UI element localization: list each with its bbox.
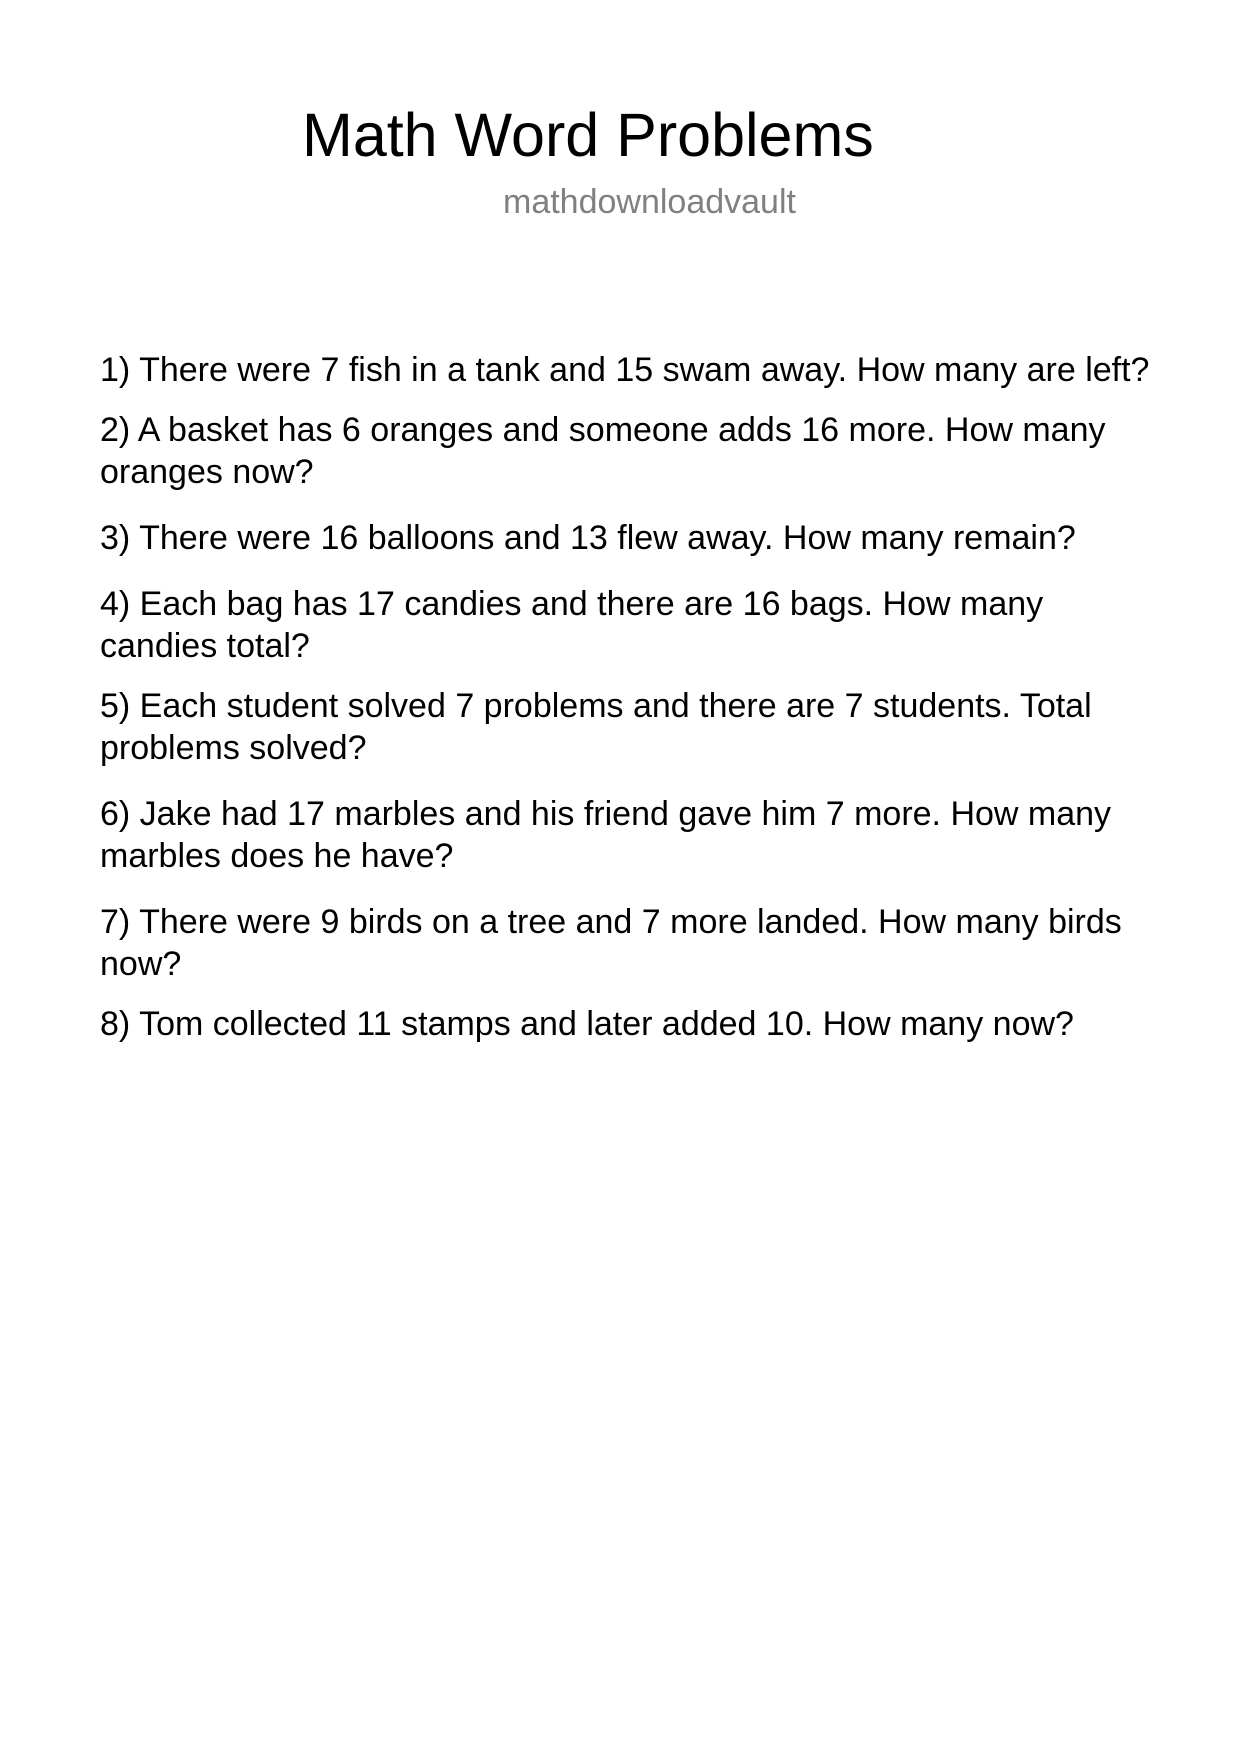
problem-item: 7) There were 9 birds on a tree and 7 more landed. How many birds now? (100, 903, 1122, 983)
problem-item: 8) Tom collected 11 stamps and later added 10. How many now? (100, 1005, 1074, 1043)
problem-item: 5) Each student solved 7 problems and there are 7 students. Total problems solved? (100, 687, 1092, 767)
problem-list (100, 349, 1150, 1045)
problem-item: 3) There were 16 balloons and 13 flew away. How many remain? (100, 519, 1076, 557)
problem-item: 4) Each bag has 17 candies and there are 16 bags. How many candies total? (100, 585, 1044, 665)
problem-item: 1) There were 7 fish in a tank and 15 swam away. How many are left? (100, 351, 1150, 389)
problem-item: 6) Jake had 17 marbles and his friend gave him 7 more. How many marbles does he have? (100, 795, 1112, 875)
source-label: mathdownloadvault (503, 183, 796, 221)
problem-item: 2) A basket has 6 oranges and someone adds 16 more. How many oranges now? (100, 411, 1106, 491)
page-title: Math Word Problems (302, 101, 874, 169)
